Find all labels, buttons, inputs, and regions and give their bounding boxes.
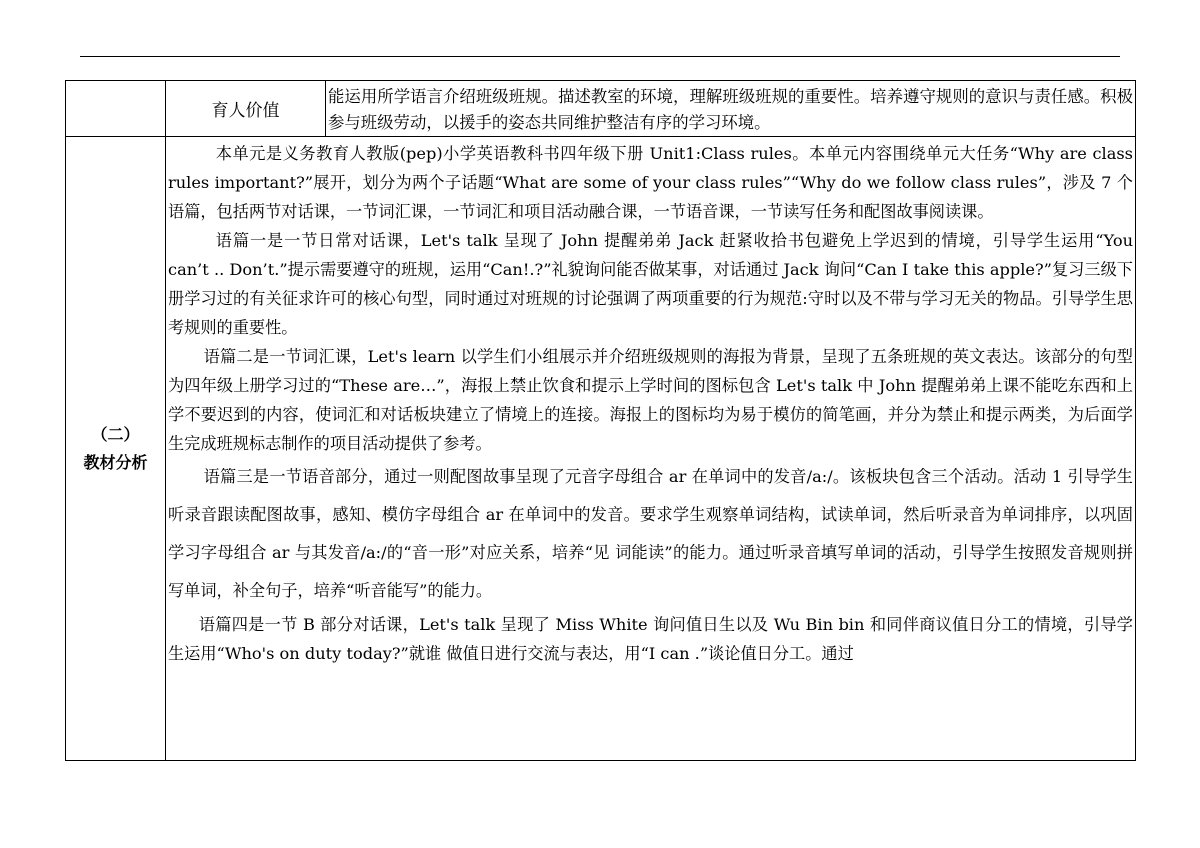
- table-row: [66, 137, 1136, 761]
- table-row: [66, 81, 1136, 137]
- header-rule: [80, 56, 1120, 57]
- analysis-paragraph-text-three: 语篇三是一节语音部分，通过一则配图故事呈现了元音字母组合 ar 在单词中的发音/a:/。该板块包含三个活动。活动 1 引导学生听录音跟读配图故事，感知、模仿字母组合 ar 在单词中的发音。要求学生观察单词结构，试读单词，然后听录音为单词排序，以巩固学习字母组合 ar 与其发音/a:/的“音一形”对应关系，培养“见 词能读”的能力。通过听录音填写单词的活动，引导学生按照发音规则拼写单词，补全句子，培养“听音能写”的能力。: [168, 467, 1133, 600]
- row-label-education-value: 育人价值: [166, 81, 326, 137]
- section-label-cell: [66, 137, 166, 761]
- analysis-paragraph-text-four: 语篇四是一节 B 部分对话课，Let's talk 呈现了 Miss White 询问值日生以及 Wu Bin bin 和同伴商议值日分工的情境，引导学生运用“Who's on duty today?”就谁 做值日进行交流与表达，用“I can .”谈论值日分工。通过: [168, 615, 1133, 663]
- section-title: 教材分析: [83, 452, 148, 472]
- textbook-analysis-cell: [166, 137, 1136, 761]
- lesson-plan-table: [65, 80, 1136, 761]
- analysis-paragraph-unit-overview: 本单元是义务教育人教版(pep)小学英语教科书四年级下册 Unit1:Class rules。本单元内容围绕单元大任务“Why are class rules important?”展开，划分为两个子话题“What are some of your class rules”“Why do we follow class rules”，涉及 7 个语篇，包括两节对话课，一节词汇课，一节词汇和项目活动融合课，一节语音课，一节读写任务和配图故事阅读课。: [168, 144, 1133, 221]
- section-number: （二）: [91, 424, 140, 444]
- analysis-paragraph-text-one: 语篇一是一节日常对话课，Let's talk 呈现了 John 提醒弟弟 Jack 赶紧收拾书包避免上学迟到的情境，引导学生运用“You can’t .. Don’t.”提示需要遵守的班规，运用“Can!.?”礼貌询问能否做某事，对话通过 Jack 询问“Can I take this apple?”复习三级下册学习过的有关征求许可的核心句型，同时通过对班规的讨论强调了两项重要的行为规范:守时以及不带与学习无关的物品。引导学生思考规则的重要性。: [168, 231, 1133, 337]
- analysis-paragraph-text-two: 语篇二是一节词汇课，Let's learn 以学生们小组展示并介绍班级规则的海报为背景，呈现了五条班规的英文表达。该部分的句型为四年级上册学习过的“These are…”，海报上禁止饮食和提示上学时间的图标包含 Let's talk 中 John 提醒弟弟上课不能吃东西和上学不要迟到的内容，使词汇和对话板块建立了情境上的连接。海报上的图标均为易于模仿的简笔画，并分为禁止和提示两类，为后面学生完成班规标志制作的项目活动提供了参考。: [168, 347, 1133, 453]
- education-value-text: 能运用所学语言介绍班级班规。描述教室的环境，理解班级班规的重要性。培养遵守规则的意识与责任感。积极参与班级劳动，以援手的姿态共同维护整洁有序的学习环境。: [326, 81, 1136, 137]
- empty-section-cell: [66, 81, 166, 137]
